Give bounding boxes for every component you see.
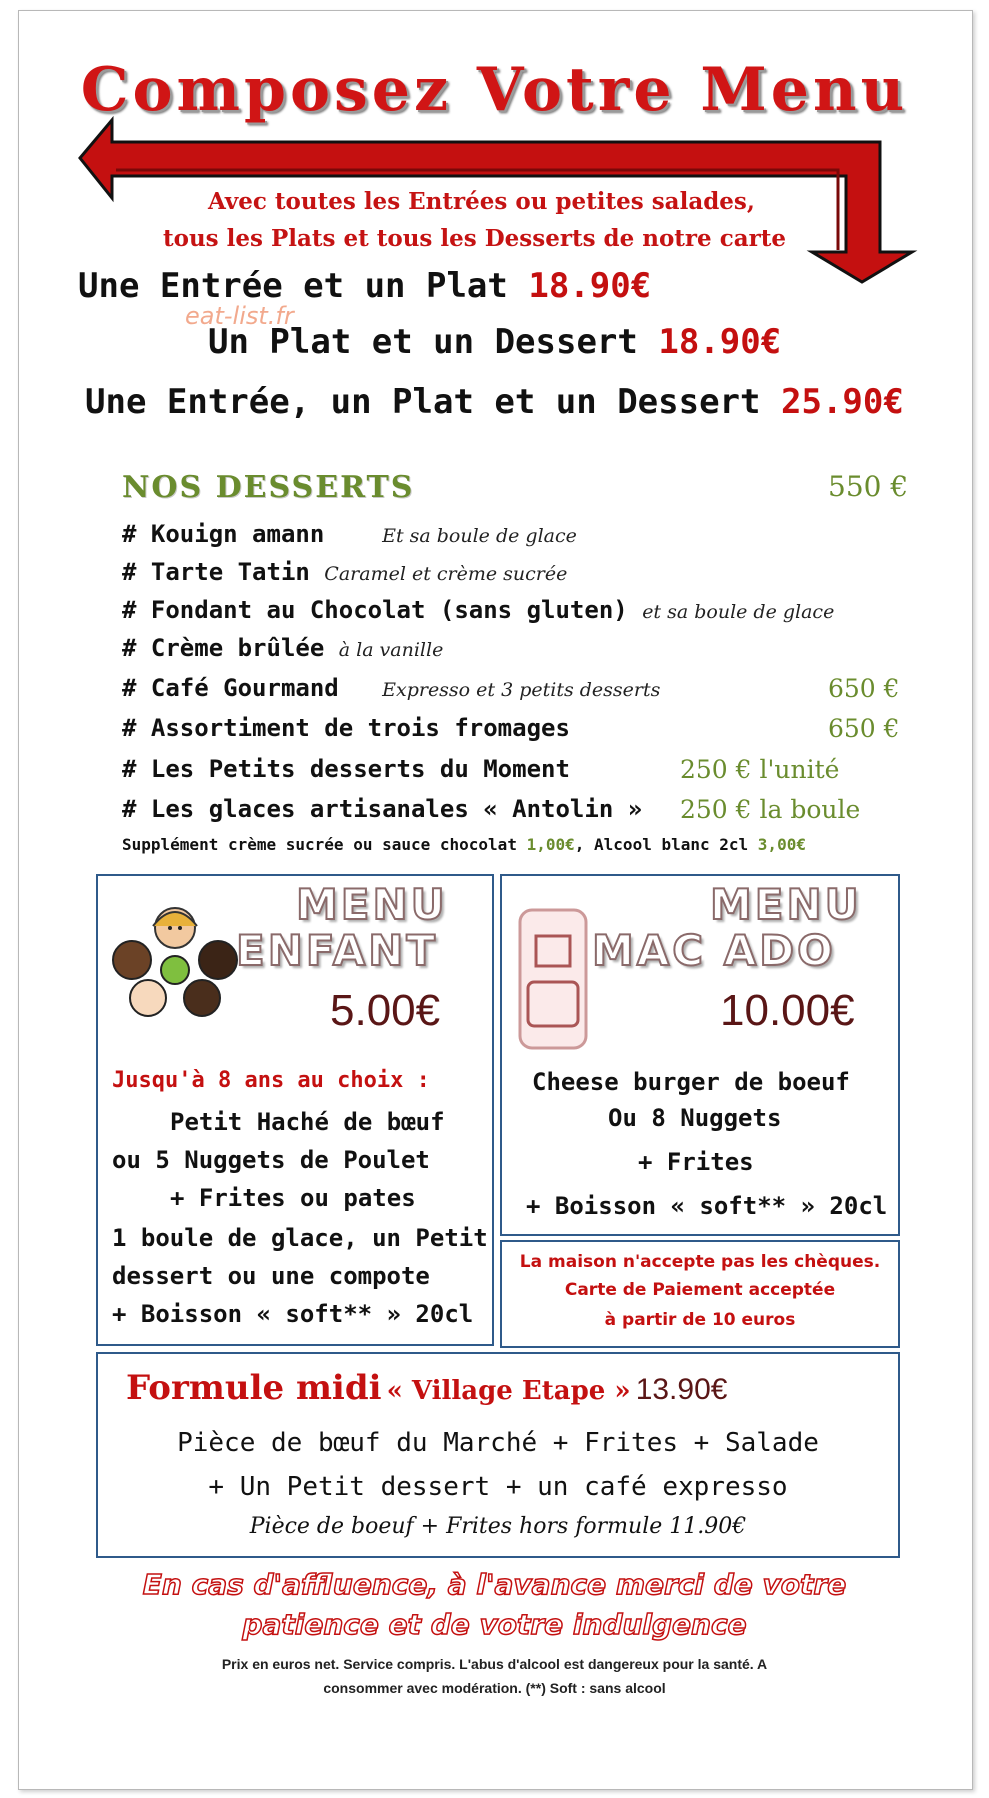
lunch-name: « Village Etape » <box>386 1376 631 1406</box>
payment-notice-line-1: La maison n'accepte pas les chèques. <box>519 1252 881 1272</box>
dessert-desc: à la vanille <box>338 639 444 661</box>
lunch-alt: Pièce de boeuf + Frites hors formule 11.90€ <box>249 1514 747 1539</box>
payment-notice-line-3: à partir de 10 euros <box>604 1310 796 1330</box>
kids-menu-price: 5.00€ <box>330 986 441 1035</box>
desserts-price: 550 € <box>828 470 909 503</box>
lunch-formula-box <box>96 1352 900 1558</box>
formula-price: 18.90€ <box>528 266 652 306</box>
dessert-price: 650 € <box>828 714 900 743</box>
dessert-name: # Les glaces artisanales « Antolin » <box>122 795 643 823</box>
dessert-row <box>122 674 660 702</box>
kids-menu-line: dessert ou une compote <box>112 1262 430 1290</box>
formula-price: 25.90€ <box>781 382 904 422</box>
kids-menu-line: ou 5 Nuggets de Poulet <box>112 1146 430 1174</box>
lunch-line-2: + Un Petit dessert + un café expresso <box>208 1472 788 1502</box>
supplement-line <box>122 835 806 854</box>
kids-menu-intro: Jusqu'à 8 ans au choix : <box>112 1068 430 1093</box>
formula-entree-plat <box>78 266 651 306</box>
kids-menu-line: + Boisson « soft** » 20cl <box>112 1300 474 1328</box>
supplement-price-1: 1,00€ <box>526 835 575 854</box>
dessert-name: # Tarte Tatin <box>122 558 310 586</box>
kids-menu-box <box>96 874 494 1346</box>
dessert-row <box>122 520 577 548</box>
dessert-desc: Expresso et 3 petits desserts <box>382 679 661 701</box>
formula-label: Un Plat et un Dessert <box>208 322 638 362</box>
dessert-desc: et sa boule de glace <box>642 601 835 623</box>
dessert-row <box>122 634 443 662</box>
dessert-row <box>122 558 567 586</box>
burger-box-icon <box>514 904 594 1054</box>
formula-label: Une Entrée, un Plat et un Dessert <box>85 382 761 422</box>
supplement-text-1: Supplément crème sucrée ou sauce chocolat <box>122 835 517 854</box>
mac-ado-price: 10.00€ <box>720 986 855 1035</box>
footer-line-2: consommer avec modération. (**) Soft : sans alcool <box>323 1680 666 1696</box>
subtitle-line-2: tous les Plats et tous les Desserts de notre carte <box>163 225 786 252</box>
kids-menu-title-1: MENU <box>296 880 448 929</box>
mac-ado-title-1: MENU <box>710 880 862 929</box>
children-illustration <box>108 898 243 1023</box>
supplement-price-2: 3,00€ <box>757 835 806 854</box>
red-arrow-graphic <box>0 0 989 300</box>
lunch-title: Formule midi <box>126 1368 382 1408</box>
dessert-name: # Fondant au Chocolat (sans gluten) <box>122 596 628 624</box>
formula-price: 18.90€ <box>658 322 782 362</box>
kids-menu-line: Petit Haché de bœuf <box>170 1108 445 1136</box>
formula-label: Une Entrée et un Plat <box>78 266 508 306</box>
supplement-text-2: , Alcool blanc 2cl <box>574 835 749 854</box>
kids-menu-title-2: ENFANT <box>236 926 439 975</box>
kids-menu-line: 1 boule de glace, un Petit <box>112 1224 488 1252</box>
dessert-name: # Kouign amann <box>122 520 325 548</box>
subtitle-line-1: Avec toutes les Entrées ou petites salades, <box>208 188 755 215</box>
payment-notice-box <box>500 1240 900 1348</box>
kids-menu-line: + Frites ou pates <box>170 1184 416 1212</box>
dessert-price: 250 € la boule <box>680 795 861 824</box>
dessert-desc: Caramel et crème sucrée <box>324 563 568 585</box>
desserts-title: NOS DESSERTS <box>122 470 415 505</box>
dessert-row <box>122 596 834 624</box>
lunch-line-1: Pièce de bœuf du Marché + Frites + Salade <box>177 1428 819 1458</box>
mac-ado-box <box>500 874 900 1236</box>
dessert-row <box>122 755 570 783</box>
dessert-price: 250 € l'unité <box>680 755 840 784</box>
mac-ado-line: Cheese burger de boeuf <box>532 1068 850 1096</box>
payment-notice-line-2: Carte de Paiement acceptée <box>564 1280 836 1300</box>
dessert-price: 650 € <box>828 674 900 703</box>
mac-ado-line: + Boisson « soft** » 20cl <box>526 1192 888 1220</box>
lunch-title-line <box>126 1368 727 1408</box>
dessert-name: # Assortiment de trois fromages <box>122 714 570 742</box>
footer-line-1: Prix en euros net. Service compris. L'abus d'alcool est dangereux pour la santé. A <box>221 1656 768 1672</box>
dessert-row <box>122 795 642 823</box>
mac-ado-title-2: MAC ADO <box>592 926 836 975</box>
page-title: Composez Votre Menu <box>80 55 909 125</box>
closing-line-1: En cas d'affluence, à l'avance merci de votre <box>142 1568 847 1601</box>
formula-plat-dessert <box>208 322 781 362</box>
dessert-name: # Café Gourmand <box>122 674 339 702</box>
closing-line-2: patience et de votre indulgence <box>242 1608 747 1641</box>
dessert-desc: Et sa boule de glace <box>382 525 577 547</box>
dessert-name: # Crème brûlée <box>122 634 325 662</box>
formula-entree-plat-dessert <box>85 382 904 422</box>
mac-ado-line: Ou 8 Nuggets <box>608 1104 782 1132</box>
dessert-row <box>122 714 570 742</box>
watermark: eat-list.fr <box>185 302 294 330</box>
dessert-name: # Les Petits desserts du Moment <box>122 755 570 783</box>
lunch-price: 13.90€ <box>635 1373 728 1406</box>
mac-ado-line: + Frites <box>638 1148 754 1176</box>
